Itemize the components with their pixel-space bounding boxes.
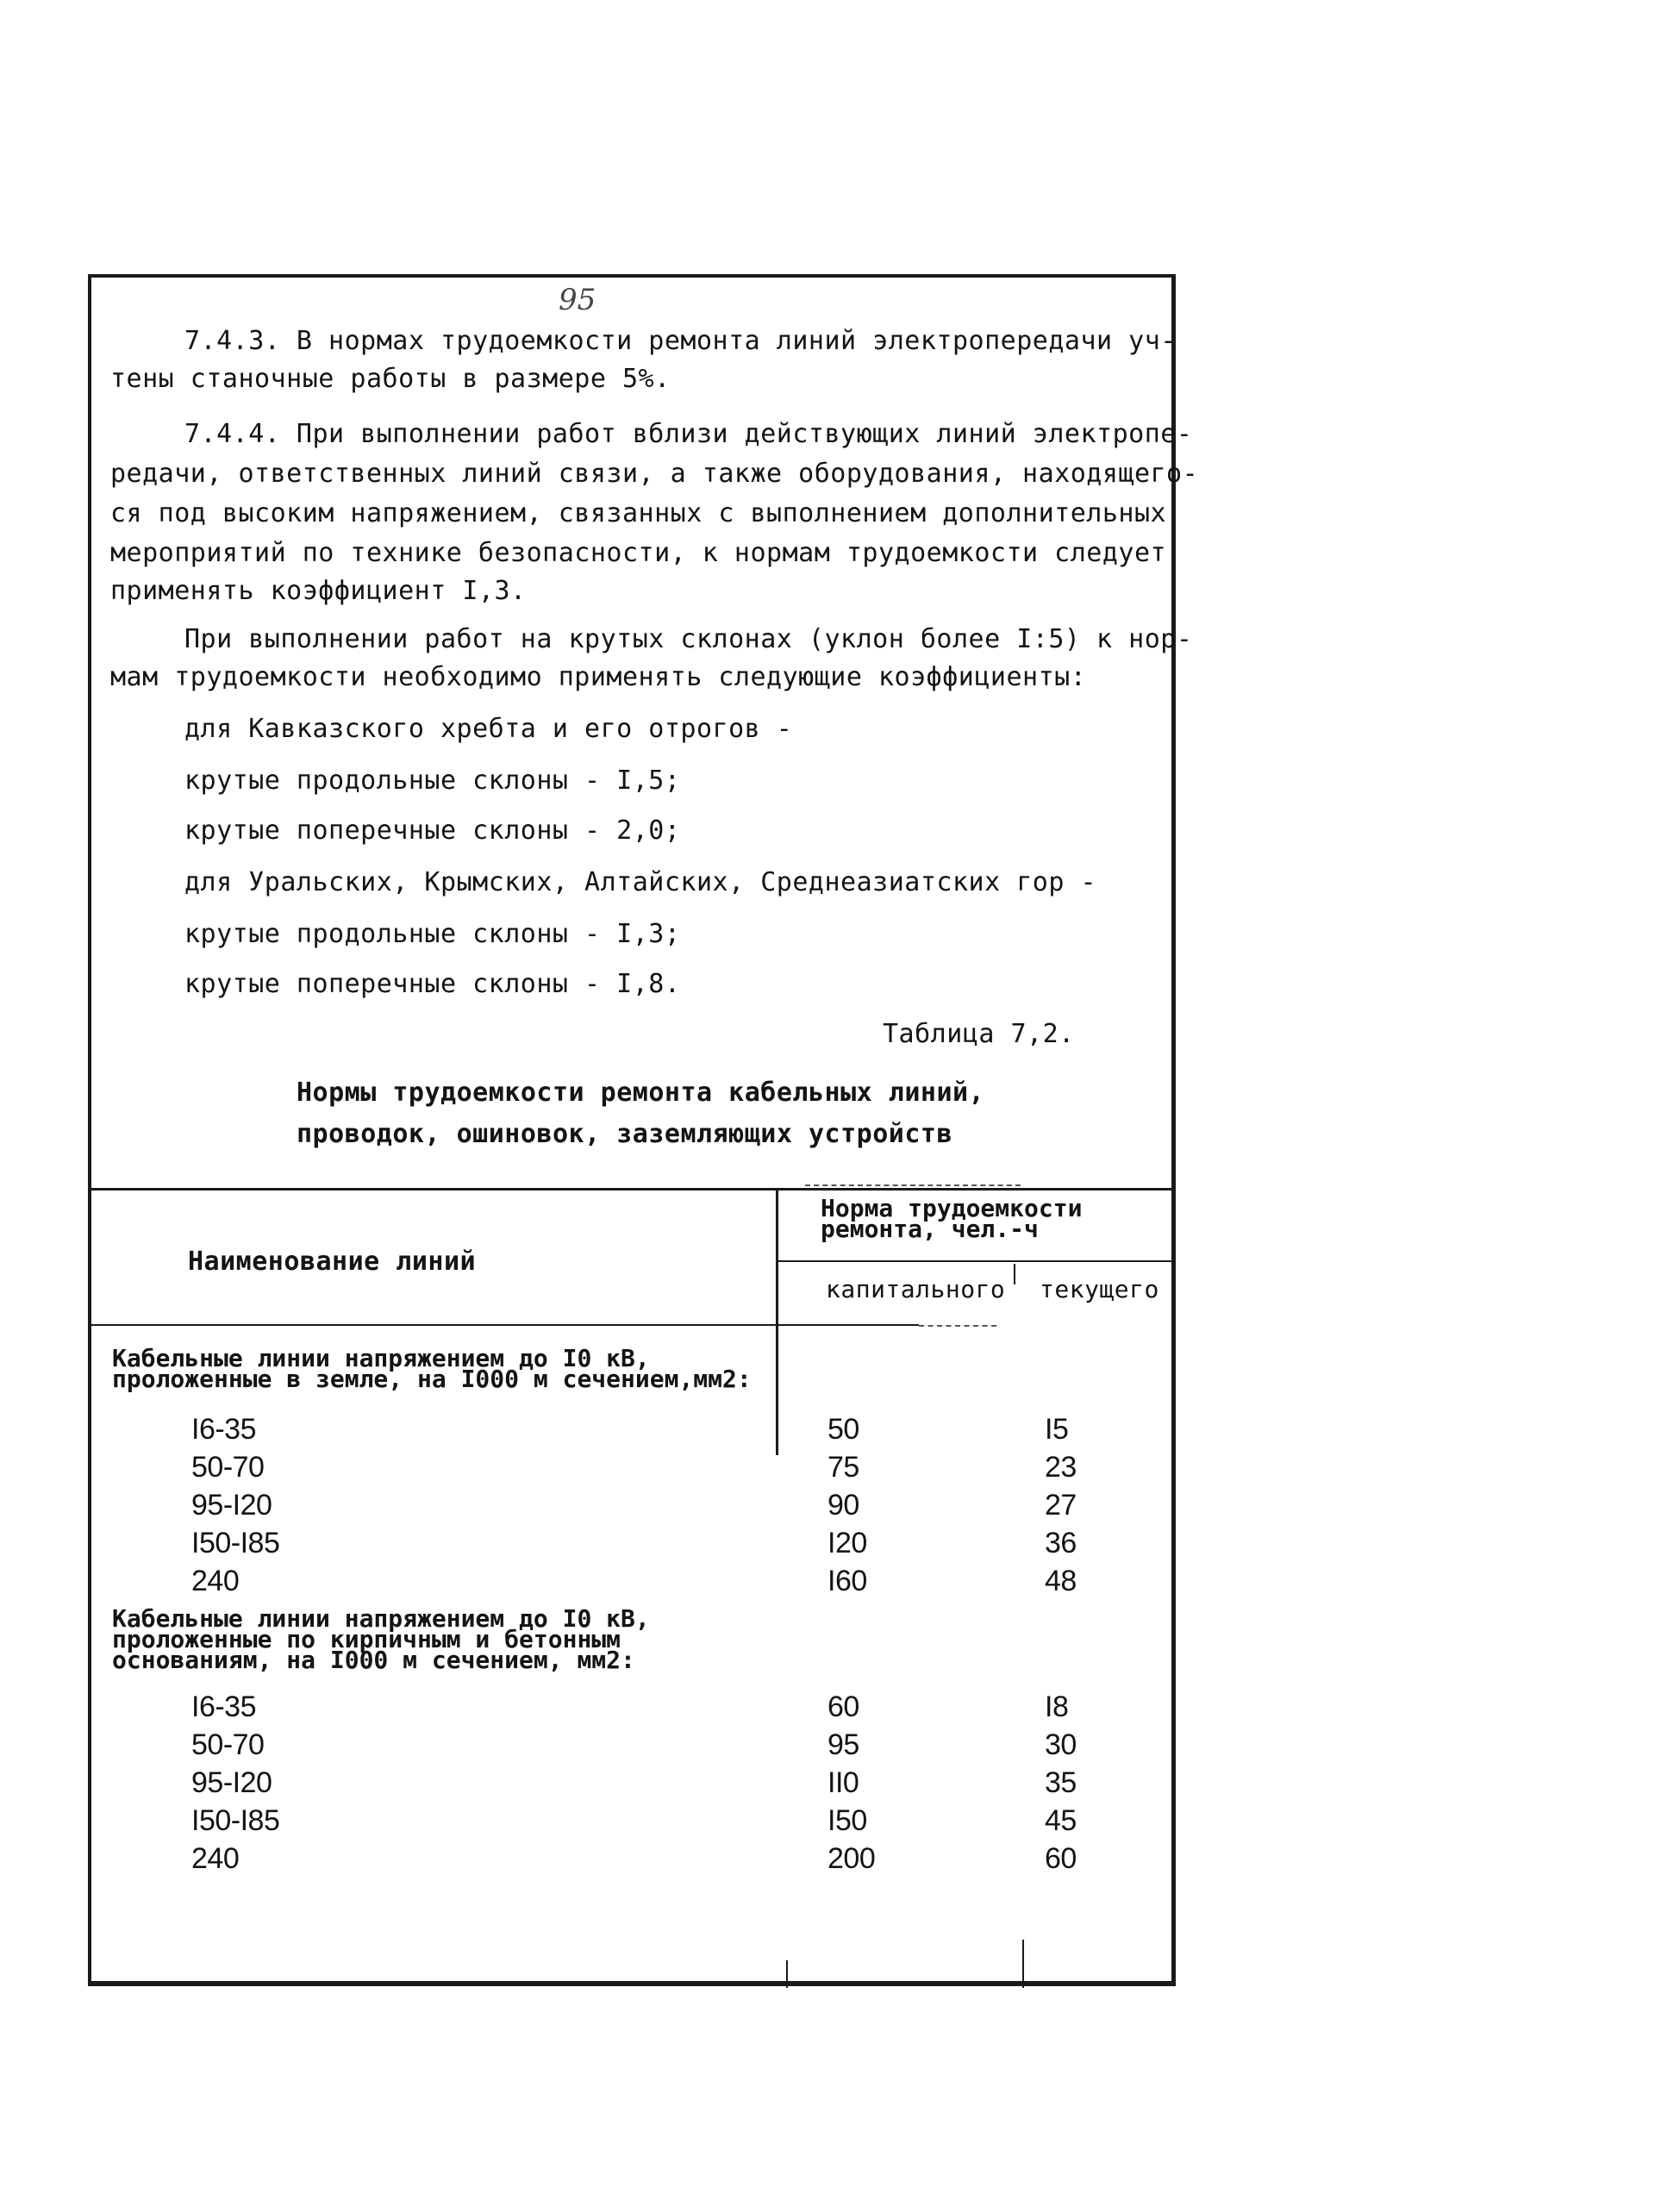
table-row-section: I6-35 [191, 1690, 256, 1723]
table-row-capital: I50 [828, 1804, 867, 1837]
table-row-capital: 90 [828, 1489, 859, 1522]
caucasus-transverse: крутые поперечные склоны - 2,0; [184, 816, 681, 846]
column-header-current: текущего [1040, 1275, 1159, 1303]
table-row-capital: 50 [828, 1413, 859, 1446]
table-row-capital: 95 [828, 1728, 859, 1761]
table-bottom-tick-1 [786, 1960, 788, 1988]
table-row-capital: 200 [828, 1842, 876, 1875]
group-2-heading-line-3: основаниям, на I000 м сечением, мм2: [112, 1646, 635, 1674]
urals-transverse: крутые поперечные склоны - I,8. [184, 969, 681, 999]
table-subheader-rule [776, 1260, 1172, 1262]
slopes-paragraph-line-1: При выполнении работ на крутых склонах (уклон более I:5) к нор- [184, 624, 1193, 654]
caucasus-longitudinal: крутые продольные склоны - I,5; [184, 766, 681, 796]
table-row-current: 60 [1045, 1842, 1077, 1875]
table-row-capital: II0 [828, 1766, 859, 1799]
table-row-current: 36 [1045, 1527, 1077, 1559]
group-2-heading-line-1: Кабельные линии напряжением до I0 кВ, [112, 1604, 650, 1633]
table-title-line-1: Нормы трудоемкости ремонта кабельных линий, [297, 1078, 985, 1108]
slopes-paragraph-line-2: мам трудоемкости необходимо применять следующие коэффициенты: [110, 662, 1087, 692]
table-row-capital: I60 [828, 1565, 867, 1597]
table-row-section: 95-I20 [191, 1489, 272, 1522]
group-1-heading-line-2: проложенные в земле, на I000 м сечением,мм2: [112, 1365, 752, 1393]
paragraph-7-4-4-line-5: применять коэффициент I,3. [110, 576, 527, 606]
table-title-line-2: проводок, ошиновок, заземляющих устройств [297, 1119, 953, 1149]
table-header-bottom-dash [919, 1325, 996, 1327]
table-row-current: I5 [1045, 1413, 1069, 1446]
table-row-section: 95-I20 [191, 1766, 272, 1799]
table-row-current: 48 [1045, 1565, 1077, 1597]
table-row-section: I50-I85 [191, 1527, 280, 1559]
table-row-section: 50-70 [191, 1728, 265, 1761]
table-row-section: 240 [191, 1842, 240, 1875]
paragraph-7-4-4-line-3: ся под высоким напряжением, связанных с выполнением дополнительных [110, 498, 1167, 528]
paragraph-7-4-3-line-2: тены станочные работы в размере 5%. [110, 364, 671, 394]
table-row-current: 23 [1045, 1451, 1077, 1484]
table-top-rule-fragment [805, 1184, 1021, 1186]
table-row-section: I6-35 [191, 1413, 256, 1446]
table-row-section: 50-70 [191, 1451, 265, 1484]
column-header-capital: капитального [826, 1275, 1006, 1303]
table-row-current: 45 [1045, 1804, 1077, 1837]
column-header-name: Наименование линий [188, 1247, 477, 1277]
table-subheader-divider [1014, 1264, 1015, 1284]
paragraph-7-4-4-line-4: мероприятий по технике безопасности, к нормам трудоемкости следует [110, 538, 1167, 568]
urals-heading: для Уральских, Крымских, Алтайских, Среднеазиатских гор - [184, 867, 1097, 897]
table-row-current: 30 [1045, 1728, 1077, 1761]
paragraph-7-4-4-line-1: 7.4.4. При выполнении работ вблизи действующих линий электропе- [184, 419, 1193, 449]
table-header-bottom-rule [91, 1324, 919, 1326]
table-row-section: I50-I85 [191, 1804, 280, 1837]
column-header-norm-line-1: Норма трудоемкости [821, 1194, 1083, 1222]
table-bottom-tick-2 [1022, 1940, 1024, 1988]
urals-longitudinal: крутые продольные склоны - I,3; [184, 919, 681, 949]
table-column-divider [776, 1188, 778, 1455]
caucasus-heading: для Кавказского хребта и его отрогов - [184, 714, 793, 744]
table-header-top-rule [91, 1188, 1172, 1190]
column-header-norm-line-2: ремонта, чел.-ч [821, 1215, 1039, 1243]
group-1-heading-line-1: Кабельные линии напряжением до I0 кВ, [112, 1344, 650, 1372]
table-row-capital: 75 [828, 1451, 859, 1484]
paragraph-7-4-4-line-2: редачи, ответственных линий связи, а также оборудования, находящего- [110, 459, 1199, 489]
group-2-heading-line-2: проложенные по кирпичным и бетонным [112, 1625, 621, 1653]
table-row-section: 240 [191, 1565, 240, 1597]
paragraph-7-4-3-line-1: 7.4.3. В нормах трудоемкости ремонта линий электропередачи уч- [184, 326, 1177, 356]
table-row-current: I8 [1045, 1690, 1069, 1723]
table-row-current: 35 [1045, 1766, 1077, 1799]
table-row-capital: 60 [828, 1690, 859, 1723]
table-label: Таблица 7,2. [883, 1019, 1075, 1049]
table-row-current: 27 [1045, 1489, 1077, 1522]
table-row-capital: I20 [828, 1527, 867, 1559]
page-number: 95 [559, 283, 596, 317]
